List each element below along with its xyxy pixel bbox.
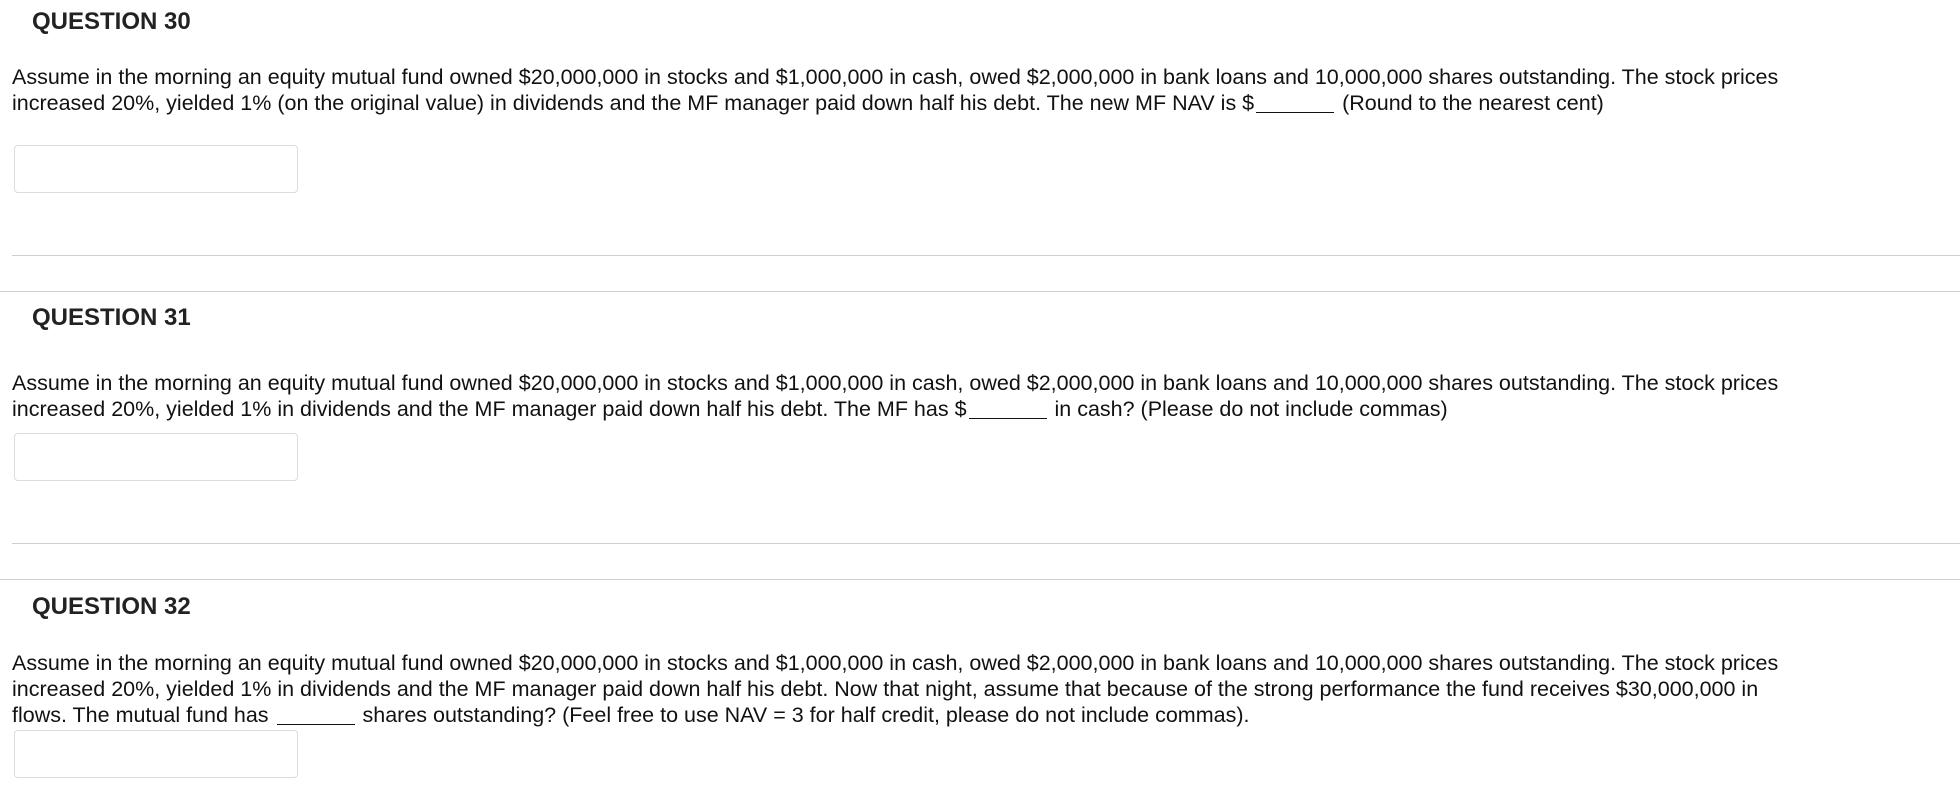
question-31-text: [12, 370, 1782, 422]
question-32-title: QUESTION 32: [32, 593, 191, 620]
question-32-answer-input[interactable]: [14, 730, 298, 778]
question-32-text: [12, 650, 1782, 728]
question-31-answer-input[interactable]: [14, 433, 298, 481]
question-31-divider: [12, 543, 1960, 544]
question-32-top-divider: [0, 579, 1960, 580]
question-30-title: QUESTION 30: [32, 8, 191, 35]
question-31-blank: [969, 400, 1047, 419]
question-32-text-after: shares outstanding? (Feel free to use NAV = 3 for half credit, please do not include commas).: [356, 703, 1250, 727]
question-30-answer-input[interactable]: [14, 145, 298, 193]
question-31-title: QUESTION 31: [32, 304, 191, 331]
question-31-top-divider: [0, 291, 1960, 292]
question-31-text-before: Assume in the morning an equity mutual fund owned $20,000,000 in stocks and $1,000,000 in cash, owed $2,000,000 in bank loans and 10,000,000 shares outstanding. The stock prices increased 20%, yielded 1% in dividends and the MF manager paid down half his debt. The MF has $: [12, 371, 1779, 421]
question-31-text-after: in cash? (Please do not include commas): [1048, 397, 1448, 421]
question-30-blank: [1256, 94, 1334, 113]
question-32-text-before: Assume in the morning an equity mutual fund owned $20,000,000 in stocks and $1,000,000 in cash, owed $2,000,000 in bank loans and 10,000,000 shares outstanding. The stock prices increased 20%, yielded 1% in dividends and the MF manager paid down half his debt. Now that night, assume that because of the strong performance the fund receives $30,000,000 in flows. The mutual fund has: [12, 651, 1779, 727]
question-32-blank: [277, 706, 355, 725]
question-30-text-before: Assume in the morning an equity mutual fund owned $20,000,000 in stocks and $1,000,000 in cash, owed $2,000,000 in bank loans and 10,000,000 shares outstanding. The stock prices increased 20%, yielded 1% (on the original value) in dividends and the MF manager paid down half his debt. The new MF NAV is $: [12, 65, 1779, 115]
question-30-text: [12, 64, 1782, 116]
question-30-divider: [12, 255, 1960, 256]
question-30-text-after: (Round to the nearest cent): [1336, 91, 1604, 115]
